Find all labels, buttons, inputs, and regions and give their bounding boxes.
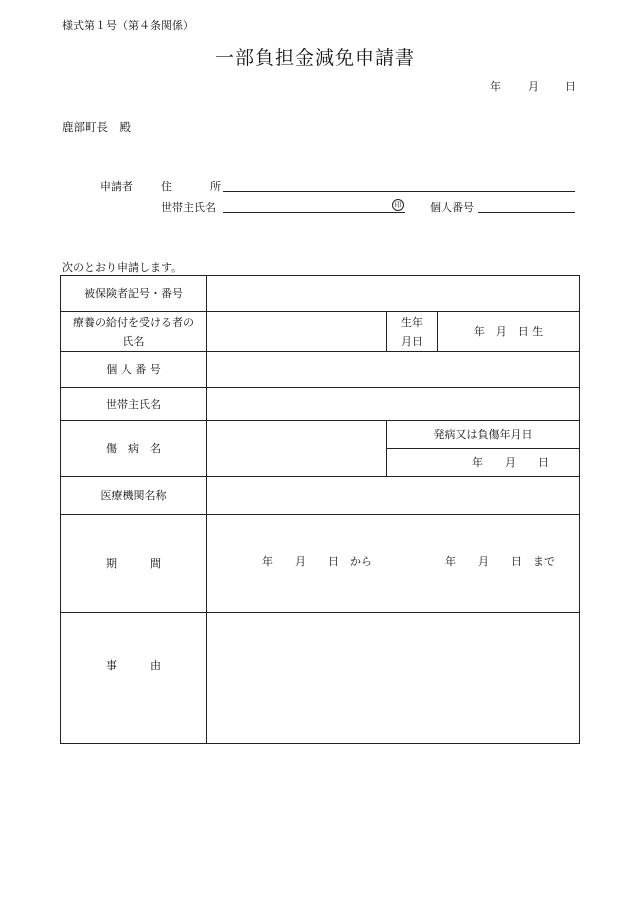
form-number: 様式第１号（第４条関係） <box>62 19 194 32</box>
page-title: 一部負担金減免申請書 <box>214 47 415 69</box>
recipient-name-field[interactable] <box>207 312 386 351</box>
applicant-label: 申請者 <box>100 180 133 193</box>
recipient-name-label-line1: 療養の給付を受ける者の <box>73 315 194 329</box>
birth-date-label-line1: 生年 <box>401 315 423 329</box>
address-label-part1: 住 <box>161 180 172 193</box>
recipient-name-label <box>61 312 206 351</box>
insured-number-label: 被保険者記号・番号 <box>84 287 183 300</box>
addressee: 鹿部町長 殿 <box>62 120 131 134</box>
medical-institution-field[interactable] <box>207 477 579 514</box>
recipient-name-label-line2: 氏名 <box>122 334 145 348</box>
period-to-value: 年 月 日 まで <box>445 555 555 568</box>
date-month-label: 月 <box>528 80 539 93</box>
householder-row-label: 世帯主氏名 <box>106 397 161 411</box>
householder-row-field[interactable] <box>207 388 579 420</box>
address-label-part2: 所 <box>210 180 221 193</box>
disease-name-label: 傷 病 名 <box>106 442 161 455</box>
medical-institution-label: 医療機関名称 <box>100 489 167 502</box>
householder-name-field-line[interactable] <box>223 212 405 213</box>
reason-label: 事 由 <box>106 658 161 672</box>
reason-field[interactable] <box>207 613 579 743</box>
onset-date-field[interactable]: 年 月 日 <box>472 456 549 469</box>
birth-date-label-line2: 月日 <box>401 334 423 348</box>
address-field-line[interactable] <box>223 191 575 192</box>
birth-date-label <box>387 312 437 351</box>
intro-text: 次のとおり申請します。 <box>62 261 183 274</box>
householder-name-label: 世帯主氏名 <box>161 201 216 214</box>
personal-number-label: 個人番号 <box>430 201 474 214</box>
period-label: 期 間 <box>106 557 161 570</box>
insured-number-field[interactable] <box>207 276 579 311</box>
date-day-label: 日 <box>565 80 576 93</box>
table-border-right <box>579 275 580 743</box>
table-border-bottom <box>60 743 580 744</box>
date-year-label: 年 <box>490 80 501 93</box>
seal-mark: 印 <box>392 199 404 211</box>
personal-number-field-line[interactable] <box>478 212 575 213</box>
personal-number-row-field[interactable] <box>207 352 579 387</box>
onset-date-label: 発病又は負傷年月日 <box>433 428 533 441</box>
personal-number-row-label: 個 人 番 号 <box>106 363 161 376</box>
disease-name-field[interactable] <box>207 421 386 476</box>
birth-date-field[interactable]: 年 月 日 生 <box>473 325 544 338</box>
period-from-value: 年 月 日 から <box>262 555 372 568</box>
